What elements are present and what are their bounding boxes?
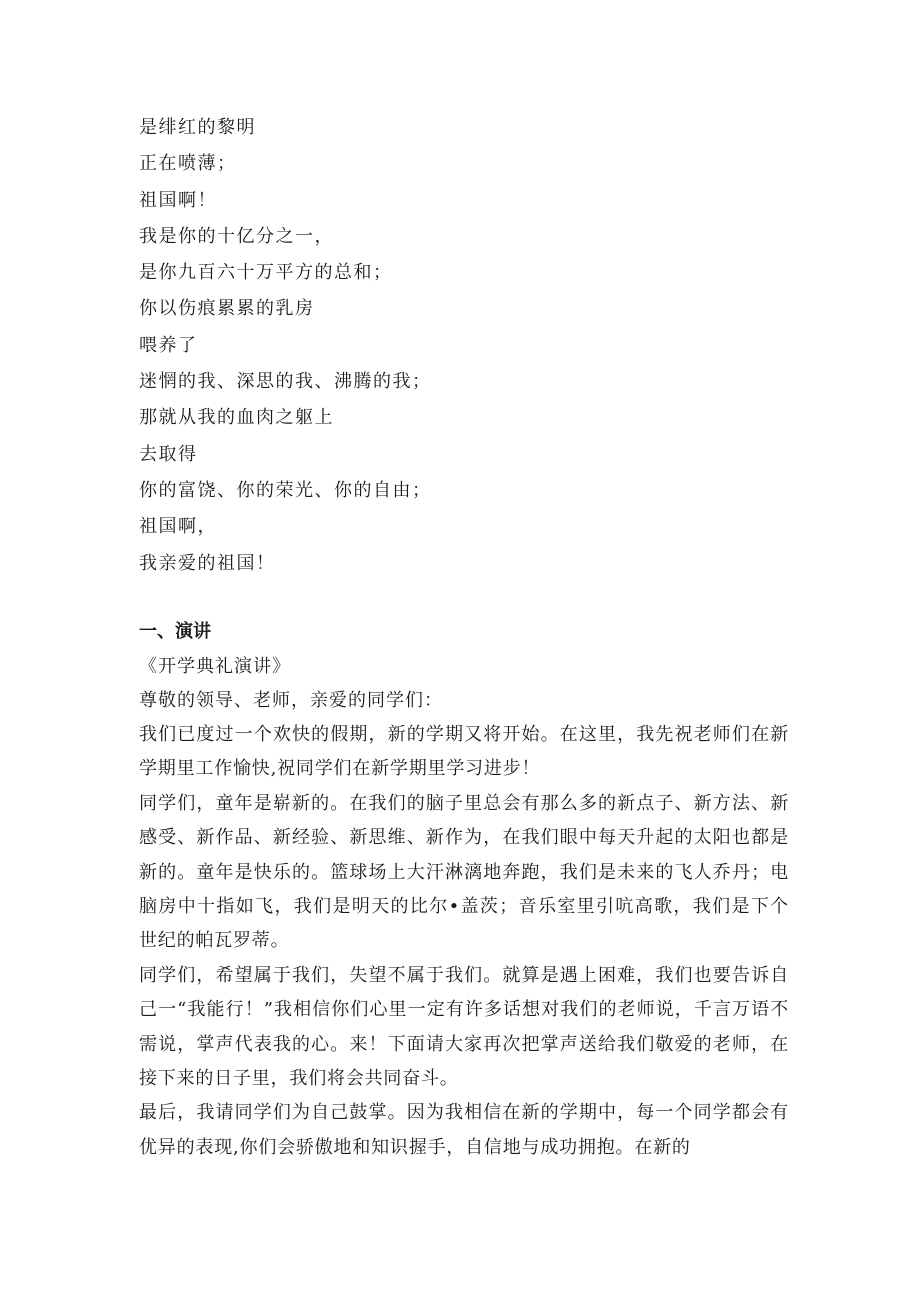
section-heading: 一、演讲 [139,621,211,642]
speech-paragraph: 同学们，希望属于我们，失望不属于我们。就算是遇上困难，我们也要告诉自己一“我能行！”我相信你们心里一定有许多话想对我们的老师说，千言万语不需说，掌声代表我的心。来！下面请大家再次把掌声送给我们敬爱的老师，在接下来的日子里，我们将会共同奋斗。 [139,964,789,1090]
speech-salutation: 尊敬的领导、老师，亲爱的同学们： [139,690,443,711]
poem-line: 迷惘的我、深思的我、沸腾的我； [139,371,432,393]
poem-line: 是你九百六十万平方的总和； [139,262,393,284]
speech-title: 《开学典礼演讲》 [139,656,291,677]
poem-line: 我是你的十亿分之一， [139,225,334,247]
speech-paragraph: 同学们，童年是崭新的。在我们的脑子里总会有那么多的新点子、新方法、新感受、新作品、新经验、新思维、新作为，在我们眼中每天升起的太阳也都是新的。童年是快乐的。篮球场上大汗淋漓地奔跑，我们是未来的飞人乔丹；电脑房中十指如飞，我们是明天的比尔•盖茨；音乐室里引吭高歌，我们是下个世纪的帕瓦罗蒂。 [139,792,789,952]
poem-block [139,110,789,582]
poem-line: 我亲爱的祖国！ [139,552,276,574]
speech-paragraph: 我们已度过一个欢快的假期，新的学期又将开始。在这里，我先祝老师们在新学期里工作愉快,祝同学们在新学期里学习进步！ [139,724,789,780]
poem-line: 是绯红的黎明 [139,117,256,138]
poem-line: 祖国啊！ [139,189,217,211]
poem-line: 祖国啊， [139,516,217,538]
speech-paragraph: 最后，我请同学们为自己鼓掌。因为我相信在新的学期中，每一个同学都会有优异的表现,你们会骄傲地和知识握手，自信地与成功拥抱。在新的 [139,1102,789,1158]
poem-line: 正在喷薄； [139,153,237,175]
poem-line: 那就从我的血肉之躯上 [139,407,334,429]
speech-section [139,614,789,1165]
poem-line: 去取得 [139,443,198,465]
poem-line: 喂养了 [139,334,198,356]
poem-line: 你的富饶、你的荣光、你的自由； [139,479,432,501]
poem-line: 你以伤痕累累的乳房 [139,298,315,320]
